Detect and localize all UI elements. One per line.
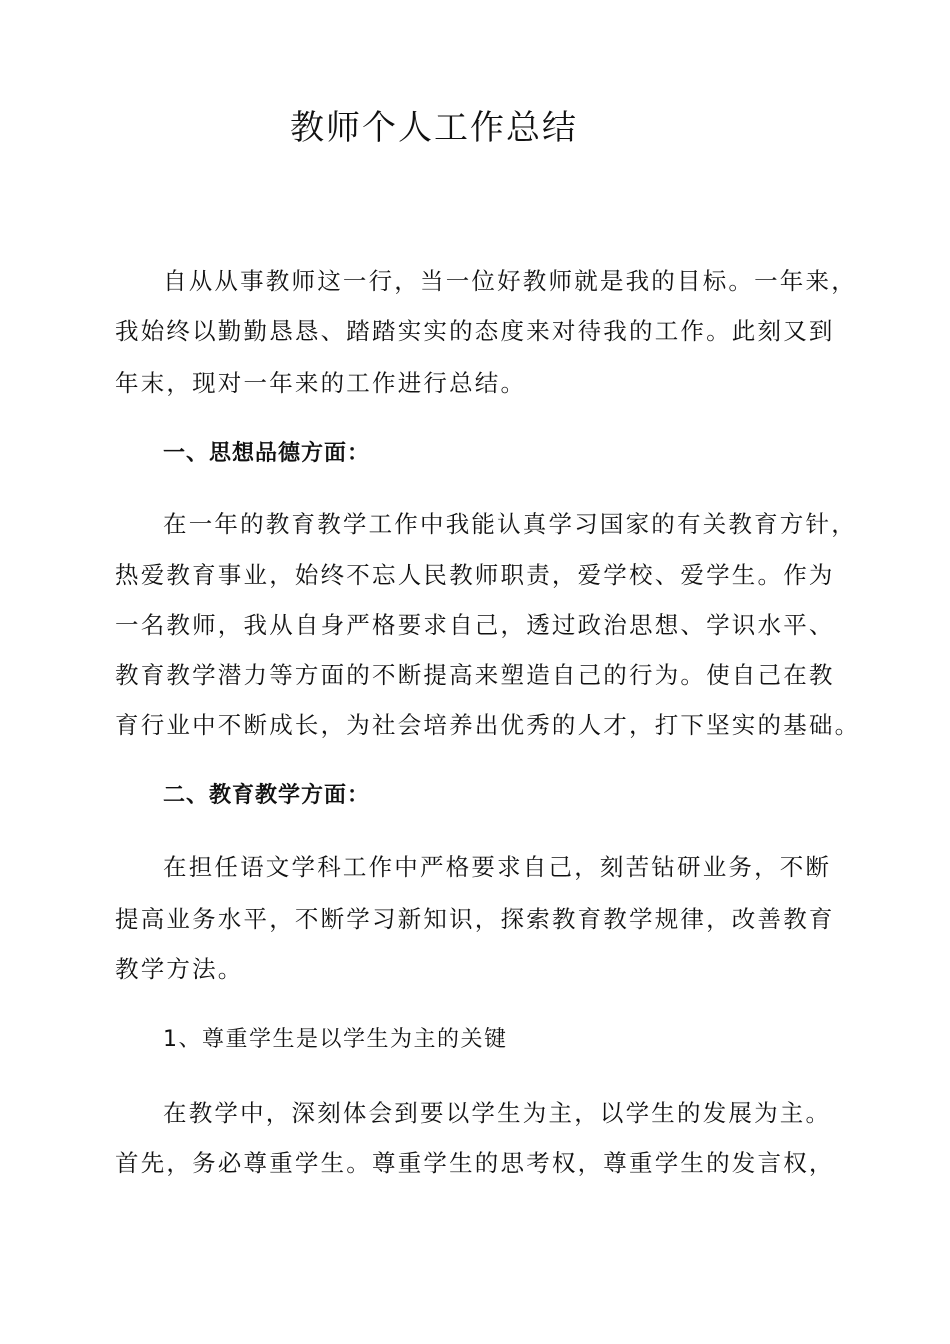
section2-line-2: 提高业务水平，不断学习新知识，探索教育教学规律，改善教育	[115, 905, 835, 933]
section1-line-1: 在一年的教育教学工作中我能认真学习国家的有关教育方针，	[163, 510, 857, 538]
document-title: 教师个人工作总结	[290, 108, 578, 148]
section1-line-5: 育行业中不断成长，为社会培养出优秀的人才，打下坚实的基础。	[115, 711, 861, 739]
intro-line-2: 我始终以勤勤恳恳、踏踏实实的态度来对待我的工作。此刻又到	[115, 317, 835, 345]
section1-line-3: 一名教师，我从自身严格要求自己，透过政治思想、学识水平、	[115, 611, 835, 639]
section1-line-2: 热爱教育事业，始终不忘人民教师职责，爱学校、爱学生。作为	[115, 561, 835, 589]
intro-line-1: 自从从事教师这一行，当一位好教师就是我的目标。一年来，	[163, 267, 857, 295]
section-heading-1: 一、思想品德方面：	[163, 441, 371, 466]
intro-line-3: 年末，现对一年来的工作进行总结。	[115, 369, 527, 397]
section2-line-1: 在担任语文学科工作中严格要求自己，刻苦钻研业务，不断	[163, 853, 832, 881]
section1-line-4: 教育教学潜力等方面的不断提高来塑造自己的行为。使自己在教	[115, 661, 835, 689]
subheading-1: 1、尊重学生是以学生为主的关键	[163, 1027, 508, 1052]
section-heading-2: 二、教育教学方面：	[163, 783, 371, 808]
subsection-line-2: 首先，务必尊重学生。尊重学生的思考权，尊重学生的发言权，	[115, 1149, 835, 1177]
section2-line-3: 教学方法。	[115, 955, 244, 983]
subsection-line-1: 在教学中，深刻体会到要以学生为主，以学生的发展为主。	[163, 1099, 832, 1127]
